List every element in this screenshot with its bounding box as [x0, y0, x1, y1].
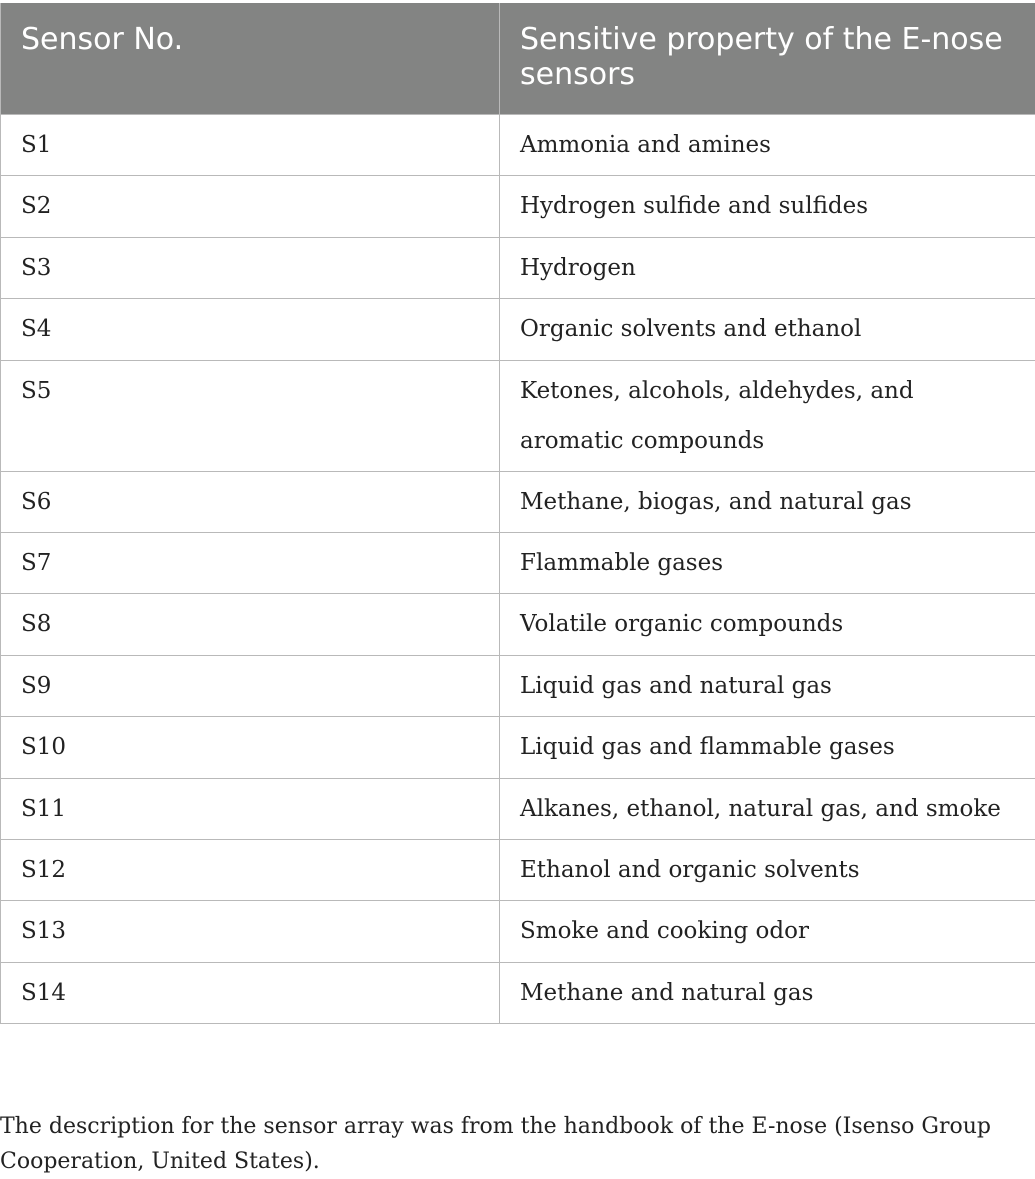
table-row: [1, 717, 1035, 778]
sensor-property-cell: Volatile organic compounds: [500, 594, 1035, 655]
table-row: [1, 115, 1035, 176]
table-row: [1, 778, 1035, 839]
table-footnote: The description for the sensor array was from the handbook of the E-nose (Isenso Group Cooperation, United States).: [0, 1109, 1000, 1179]
table-row: [1, 471, 1035, 532]
sensor-property-cell: Ethanol and organic solvents: [500, 839, 1035, 900]
sensor-id-cell: S13: [1, 901, 500, 962]
sensor-id-cell: S6: [1, 471, 500, 532]
sensor-property-cell: Ketones, alcohols, aldehydes, and aromatic compounds: [500, 360, 1035, 471]
sensor-id-cell: S14: [1, 962, 500, 1023]
sensor-property-cell: Organic solvents and ethanol: [500, 299, 1035, 360]
sensor-table-container: [0, 3, 1035, 1024]
sensor-id-cell: S4: [1, 299, 500, 360]
sensor-id-cell: S5: [1, 360, 500, 471]
sensor-property-cell: Alkanes, ethanol, natural gas, and smoke: [500, 778, 1035, 839]
table-row: [1, 360, 1035, 471]
sensor-property-cell: Ammonia and amines: [500, 115, 1035, 176]
sensor-id-cell: S3: [1, 237, 500, 298]
sensor-property-cell: Smoke and cooking odor: [500, 901, 1035, 962]
sensor-property-cell: Methane and natural gas: [500, 962, 1035, 1023]
table-row: [1, 532, 1035, 593]
sensor-id-cell: S7: [1, 532, 500, 593]
table-body: [1, 115, 1035, 1024]
table-row: [1, 176, 1035, 237]
table-row: [1, 237, 1035, 298]
sensor-id-cell: S2: [1, 176, 500, 237]
sensor-id-cell: S1: [1, 115, 500, 176]
header-sensitive-property: Sensitive property of the E-nose sensors: [500, 3, 1035, 115]
table-row: [1, 901, 1035, 962]
sensor-id-cell: S12: [1, 839, 500, 900]
table-row: [1, 839, 1035, 900]
header-sensor-no: Sensor No.: [1, 3, 500, 115]
table-row: [1, 594, 1035, 655]
sensor-property-cell: Hydrogen: [500, 237, 1035, 298]
sensor-id-cell: S8: [1, 594, 500, 655]
sensor-id-cell: S11: [1, 778, 500, 839]
header-row: [1, 3, 1035, 115]
sensor-id-cell: S10: [1, 717, 500, 778]
sensor-property-cell: Hydrogen sulfide and sulfides: [500, 176, 1035, 237]
sensor-property-cell: Flammable gases: [500, 532, 1035, 593]
sensor-id-cell: S9: [1, 655, 500, 716]
sensor-property-cell: Liquid gas and flammable gases: [500, 717, 1035, 778]
table-row: [1, 299, 1035, 360]
table-row: [1, 655, 1035, 716]
sensor-property-cell: Liquid gas and natural gas: [500, 655, 1035, 716]
sensor-property-cell: Methane, biogas, and natural gas: [500, 471, 1035, 532]
table-row: [1, 962, 1035, 1023]
table-header: [1, 3, 1035, 115]
sensor-table: [0, 3, 1035, 1024]
